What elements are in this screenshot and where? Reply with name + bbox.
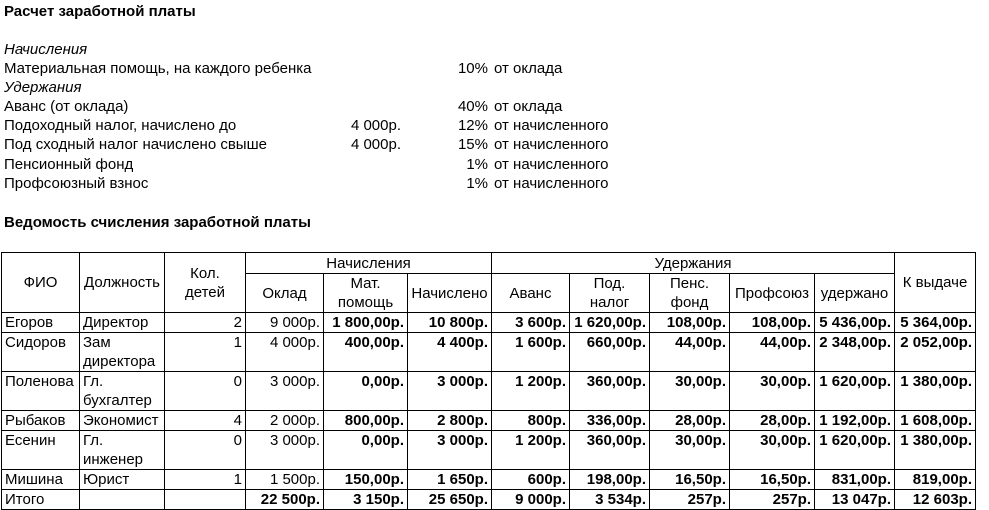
cell-advance: 3 600р. <box>492 313 570 333</box>
table-row <box>2 313 976 333</box>
cell-salary: 9 000р. <box>246 313 324 333</box>
cell-salary: 3 000р. <box>246 372 324 411</box>
cell-accrued: 2 800р. <box>408 411 492 431</box>
cell-withheld: 5 436,00р. <box>815 313 895 333</box>
cell-union: 108,00р. <box>730 313 815 333</box>
param-percent: 15% <box>457 136 488 153</box>
param-label: Аванс (от оклада) <box>4 98 129 115</box>
col-header-aid <box>324 274 408 313</box>
cell-accrued: 3 000р. <box>408 372 492 411</box>
cell-advance: 1 200р. <box>492 431 570 470</box>
cell-accrued: 1 650р. <box>408 470 492 490</box>
cell-accrued: 10 800р. <box>408 313 492 333</box>
col-header-advance: Аванс <box>492 274 570 313</box>
param-amount: 4 000р. <box>350 117 401 134</box>
cell-advance: 600р. <box>492 470 570 490</box>
accruals-section-header: Начисления <box>4 41 88 58</box>
header-line: налог <box>589 294 630 311</box>
table-row <box>2 333 976 372</box>
param-percent: 1% <box>466 175 488 192</box>
cell-tax: 360,00р. <box>570 431 650 470</box>
param-percent: 12% <box>457 117 488 134</box>
cell-aid: 150,00р. <box>324 470 408 490</box>
cell-advance: 1 200р. <box>492 372 570 411</box>
header-line: Мат. <box>350 275 381 292</box>
cell-total-label: Итого <box>2 490 80 510</box>
group-header-accruals: Начисления <box>246 253 492 274</box>
param-basis: от начисленного <box>494 175 609 192</box>
deductions-section-header: Удержания <box>4 79 82 96</box>
param-label: Подоходный налог, начислено до <box>4 117 237 134</box>
cell-aid: 800,00р. <box>324 411 408 431</box>
cell-tax: 660,00р. <box>570 333 650 372</box>
position-line: Гл. <box>83 373 104 390</box>
position-line: директора <box>83 353 156 370</box>
cell-union: 30,00р. <box>730 372 815 411</box>
param-percent: 1% <box>466 156 488 173</box>
cell-pension: 30,00р. <box>650 372 730 411</box>
cell-position: Экономист <box>80 411 165 431</box>
cell-position: Директор <box>80 313 165 333</box>
cell-tax: 1 620,00р. <box>570 313 650 333</box>
group-header-deductions: Удержания <box>492 253 895 274</box>
cell-withheld: 2 348,00р. <box>815 333 895 372</box>
col-header-fio: ФИО <box>2 253 80 313</box>
cell-children: 0 <box>165 431 246 470</box>
cell-total-union: 257р. <box>730 490 815 510</box>
cell-fio: Есенин <box>2 431 80 470</box>
cell-children: 1 <box>165 333 246 372</box>
cell-advance: 800р. <box>492 411 570 431</box>
cell-salary: 3 000р. <box>246 431 324 470</box>
cell-fio: Рыбаков <box>2 411 80 431</box>
cell-total-accrued: 25 650р. <box>408 490 492 510</box>
cell-union: 30,00р. <box>730 431 815 470</box>
col-header-payout: К выдаче <box>895 253 976 313</box>
col-header-position: Должность <box>80 253 165 313</box>
cell-total-payout: 12 603р. <box>895 490 976 510</box>
cell-tax: 198,00р. <box>570 470 650 490</box>
table-row <box>2 470 976 490</box>
cell-total-tax: 3 534р. <box>570 490 650 510</box>
col-header-accrued: Начислено <box>408 274 492 313</box>
position-line: инженер <box>83 451 144 468</box>
cell-empty <box>80 490 165 510</box>
param-label: Профсоюзный взнос <box>4 175 149 192</box>
cell-pension: 44,00р. <box>650 333 730 372</box>
cell-pension: 30,00р. <box>650 431 730 470</box>
cell-payout: 1 608,00р. <box>895 411 976 431</box>
param-basis: от оклада <box>494 98 563 115</box>
param-percent: 10% <box>457 60 488 77</box>
cell-accrued: 4 400р. <box>408 333 492 372</box>
cell-union: 28,00р. <box>730 411 815 431</box>
table-row <box>2 411 976 431</box>
cell-withheld: 1 192,00р. <box>815 411 895 431</box>
cell-fio: Поленова <box>2 372 80 411</box>
cell-payout: 819,00р. <box>895 470 976 490</box>
header-line: помощь <box>337 294 394 311</box>
param-label: Материальная помощь, на каждого ребенка <box>4 60 312 77</box>
cell-union: 44,00р. <box>730 333 815 372</box>
cell-children: 0 <box>165 372 246 411</box>
param-amount: 4 000р. <box>350 136 401 153</box>
col-header-pension <box>650 274 730 313</box>
cell-position <box>80 431 165 470</box>
cell-total-salary: 22 500р. <box>246 490 324 510</box>
cell-empty <box>165 490 246 510</box>
cell-union: 16,50р. <box>730 470 815 490</box>
cell-pension: 28,00р. <box>650 411 730 431</box>
cell-total-aid: 3 150р. <box>324 490 408 510</box>
cell-salary: 1 500р. <box>246 470 324 490</box>
param-basis: от начисленного <box>494 117 609 134</box>
cell-salary: 2 000р. <box>246 411 324 431</box>
cell-advance: 1 600р. <box>492 333 570 372</box>
col-header-tax <box>570 274 650 313</box>
param-basis: от начисленного <box>494 136 609 153</box>
param-label: Пенсионный фонд <box>4 156 134 173</box>
param-basis: от оклада <box>494 60 563 77</box>
cell-aid: 0,00р. <box>324 431 408 470</box>
position-line: бухгалтер <box>83 392 152 409</box>
payroll-table <box>1 252 976 510</box>
cell-withheld: 1 620,00р. <box>815 372 895 411</box>
cell-children: 4 <box>165 411 246 431</box>
cell-position <box>80 372 165 411</box>
cell-aid: 1 800,00р. <box>324 313 408 333</box>
cell-salary: 4 000р. <box>246 333 324 372</box>
cell-total-withheld: 13 047р. <box>815 490 895 510</box>
col-header-union: Профсоюз <box>730 274 815 313</box>
header-line: Кол. <box>190 264 220 282</box>
col-header-children <box>165 253 246 313</box>
position-line: Гл. <box>83 432 104 449</box>
cell-payout: 5 364,00р. <box>895 313 976 333</box>
cell-withheld: 831,00р. <box>815 470 895 490</box>
cell-tax: 360,00р. <box>570 372 650 411</box>
cell-children: 1 <box>165 470 246 490</box>
header-line: детей <box>184 283 226 301</box>
param-basis: от начисленного <box>494 156 609 173</box>
total-row <box>2 490 976 510</box>
cell-position <box>80 333 165 372</box>
header-line: Под. <box>593 275 626 292</box>
col-header-withheld: удержано <box>815 274 895 313</box>
cell-payout: 1 380,00р. <box>895 372 976 411</box>
cell-pension: 16,50р. <box>650 470 730 490</box>
cell-tax: 336,00р. <box>570 411 650 431</box>
cell-total-pension: 257р. <box>650 490 730 510</box>
col-header-salary: Оклад <box>246 274 324 313</box>
cell-accrued: 3 000р. <box>408 431 492 470</box>
cell-withheld: 1 620,00р. <box>815 431 895 470</box>
header-line: Пенс. <box>669 275 710 292</box>
position-line: Зам <box>83 334 111 351</box>
cell-fio: Егоров <box>2 313 80 333</box>
cell-aid: 400,00р. <box>324 333 408 372</box>
param-label: Под сходный налог начислено свыше <box>4 136 267 153</box>
cell-pension: 108,00р. <box>650 313 730 333</box>
cell-total-advance: 9 000р. <box>492 490 570 510</box>
cell-children: 2 <box>165 313 246 333</box>
cell-payout: 2 052,00р. <box>895 333 976 372</box>
cell-fio: Сидоров <box>2 333 80 372</box>
header-row-1 <box>2 253 976 274</box>
header-line: фонд <box>670 294 709 311</box>
cell-payout: 1 380,00р. <box>895 431 976 470</box>
cell-aid: 0,00р. <box>324 372 408 411</box>
cell-position: Юрист <box>80 470 165 490</box>
page-title: Расчет заработной платы <box>4 3 196 20</box>
sheet-title: Ведомость счисления заработной платы <box>4 214 311 231</box>
table-row <box>2 372 976 411</box>
param-percent: 40% <box>457 98 488 115</box>
table-row <box>2 431 976 470</box>
cell-fio: Мишина <box>2 470 80 490</box>
